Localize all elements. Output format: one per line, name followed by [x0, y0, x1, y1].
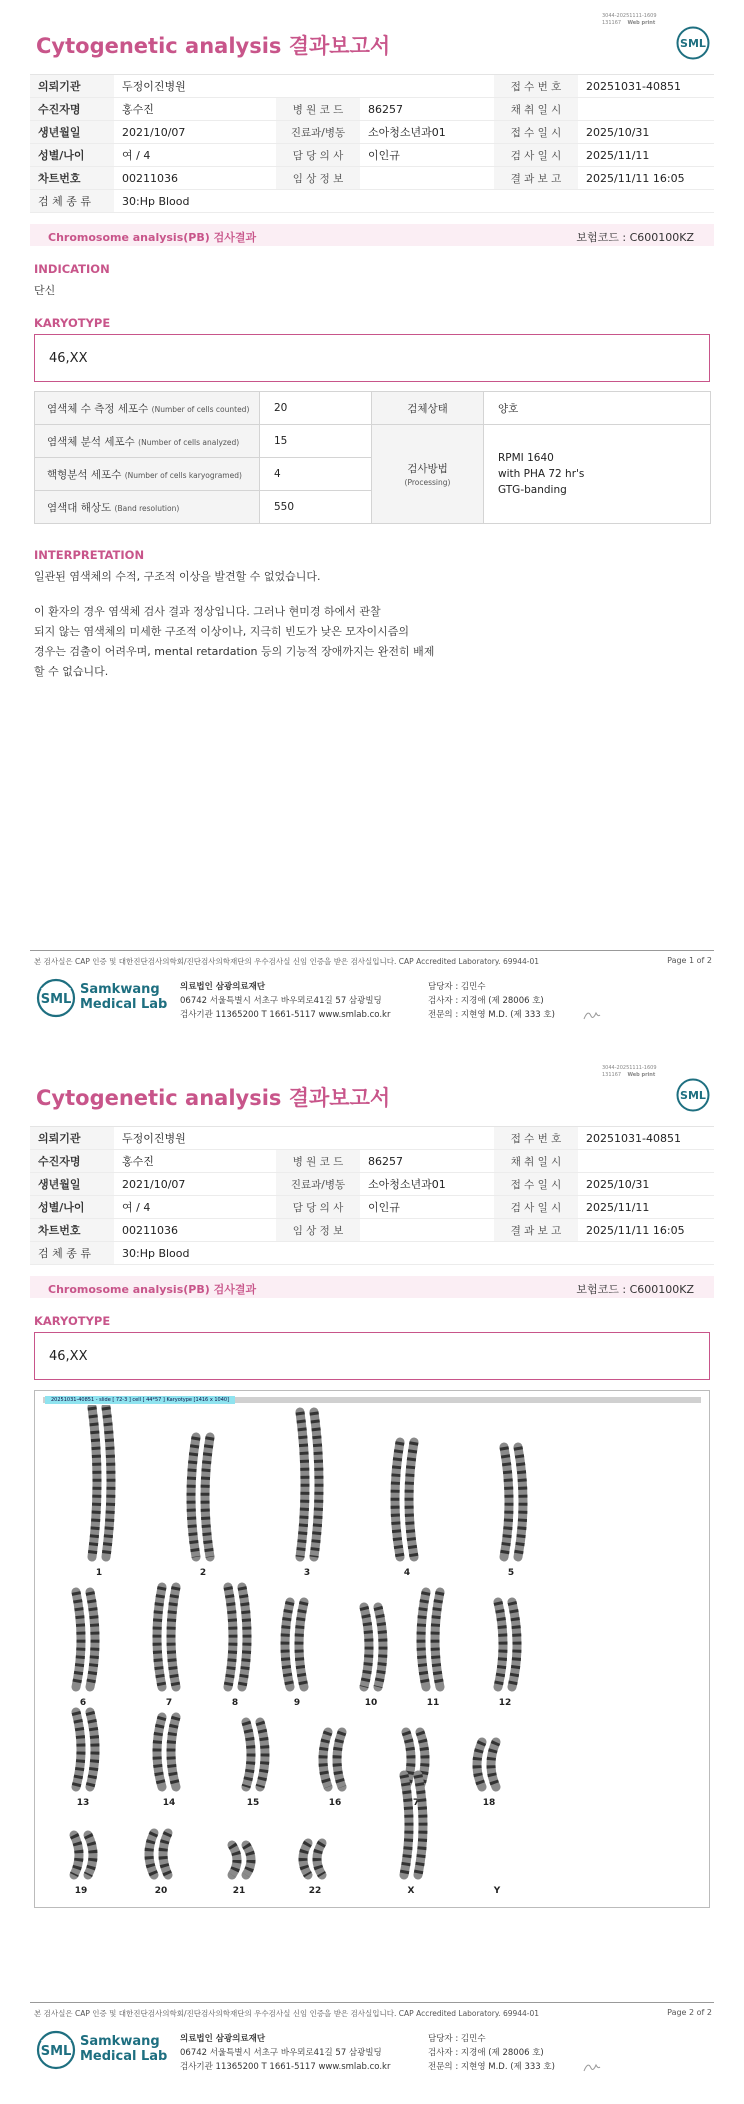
signature-image — [582, 2060, 602, 2074]
karyotype-heading: KARYOTYPE — [34, 1314, 111, 1328]
chromosome-18 — [477, 1742, 496, 1787]
collect-label: 채 취 일 시 — [494, 1150, 578, 1173]
cell-analysis-table — [34, 391, 711, 524]
patient-label: 수진자명 — [30, 1150, 114, 1173]
karyotype-value: 46,XX — [49, 351, 88, 366]
samkwang-logo-icon — [36, 978, 76, 1018]
chromosome-label-12: 12 — [498, 1698, 512, 1708]
hospital-label: 의뢰기관 — [30, 75, 114, 98]
chromosome-5 — [504, 1447, 523, 1557]
chromosome-3 — [300, 1412, 319, 1557]
staff-list: 담당자 : 김민수 검사자 : 지경애 (제 28006 호) 전문의 : 지현영 M.D. (제 333 호) — [428, 982, 555, 1020]
chromosome-label-X: X — [407, 1886, 415, 1896]
page-number: Page 1 of 2 — [667, 956, 712, 965]
table-row — [30, 1127, 714, 1150]
cells-karyogramed-label: 핵형분석 세포수 (Number of cells karyogramed) — [35, 458, 260, 491]
lab-address: 의료법인 삼광의료재단 06742 서울특별시 서초구 바우뫼로41길 57 삼광빌딩 검사기관 11365200 T 1661-5117 www.smlab.co.kr — [180, 2034, 391, 2072]
lab-address: 의료법인 삼광의료재단 06742 서울특별시 서초구 바우뫼로41길 57 삼광빌딩 검사기관 11365200 T 1661-5117 www.smlab.co.kr — [180, 982, 391, 1020]
interpretation-text: 이 환자의 경우 염색체 검사 결과 정상입니다. 그러나 현미경 하에서 관찰 되지 않는 염색체의 미세한 구조적 이상이나, 지극히 빈도가 낮은 모자이시즘의 경우는 검출이 어려우며, mental retardation 등의 기능적 장애까지는 완전히 배제 할 수 없습니다. — [34, 605, 435, 678]
karyotype-heading: KARYOTYPE — [34, 316, 111, 330]
dob-value: 2021/10/07 — [114, 121, 276, 144]
dob-label: 생년월일 — [30, 1173, 114, 1196]
band-resolution-value: 550 — [260, 491, 372, 524]
chromosome-20 — [149, 1833, 168, 1875]
specimen-state-value: 양호 — [484, 392, 711, 425]
collect-label: 채 취 일 시 — [494, 98, 578, 121]
karyogram-chromosomes — [35, 1405, 709, 1905]
specimen-state-label: 검체상태 — [372, 392, 484, 425]
chromosome-label-13: 13 — [76, 1798, 90, 1808]
karyotype-value: 46,XX — [49, 1349, 88, 1364]
sex-age-value: 여 / 4 — [114, 144, 276, 167]
chromosome-label-3: 3 — [303, 1568, 311, 1578]
karyotype-box — [34, 334, 710, 382]
dept-value: 소아청소년과01 — [360, 1173, 494, 1196]
received-label: 접 수 일 시 — [494, 1173, 578, 1196]
chromosome-8 — [228, 1587, 247, 1687]
chromosome-15 — [246, 1722, 265, 1787]
chromosome-1 — [92, 1407, 111, 1557]
band-resolution-label: 염색대 해상도 (Band resolution) — [35, 491, 260, 524]
svg-text:SML: SML — [680, 37, 706, 50]
result-date-value: 2025/11/11 16:05 — [578, 1219, 714, 1242]
cells-analyzed-value: 15 — [260, 425, 372, 458]
sml-logo-icon — [676, 26, 710, 60]
table-row — [30, 1242, 714, 1265]
print-stamp: 3044-20251111-1609 131167 Web print — [602, 1065, 657, 1078]
dept-value: 소아청소년과01 — [360, 121, 494, 144]
patient-value: 홍수진 — [114, 1150, 276, 1173]
samkwang-logo-icon — [36, 2030, 76, 2070]
dob-value: 2021/10/07 — [114, 1173, 276, 1196]
chart-no-label: 차트번호 — [30, 167, 114, 190]
doctor-label: 담 당 의 사 — [276, 144, 360, 167]
chromosome-label-22: 22 — [308, 1886, 322, 1896]
sex-age-label: 성별/나이 — [30, 1196, 114, 1219]
chromosome-label-20: 20 — [154, 1886, 168, 1896]
chromosome-label-18: 18 — [482, 1798, 496, 1808]
table-row — [30, 1150, 714, 1173]
reg-no-label: 접 수 번 호 — [494, 75, 578, 98]
test-date-label: 검 사 일 시 — [494, 144, 578, 167]
karyogram-tag: 20251031-40851 - slide [ 72-3 ] cell [ 44*57 ] Karyotype [1416 x 1040] — [45, 1396, 235, 1404]
method-value: RPMI 1640 with PHA 72 hr's GTG-banding — [484, 425, 711, 524]
sex-age-label: 성별/나이 — [30, 144, 114, 167]
table-row — [30, 190, 714, 213]
chromosome-label-6: 6 — [79, 1698, 87, 1708]
table-row — [35, 425, 711, 458]
chromosome-11 — [421, 1592, 440, 1687]
chromosome-label-14: 14 — [162, 1798, 176, 1808]
report-page-2 — [0, 1052, 744, 2104]
chromosome-label-2: 2 — [199, 1568, 207, 1578]
table-row — [30, 144, 714, 167]
specimen-label: 검 체 종 류 — [30, 190, 114, 213]
karyogram-image — [34, 1390, 710, 1908]
result-date-label: 결 과 보 고 — [494, 1219, 578, 1242]
collect-value — [578, 98, 714, 121]
svg-text:SML: SML — [680, 1089, 706, 1102]
chromosome-label-21: 21 — [232, 1886, 246, 1896]
table-row — [30, 167, 714, 190]
chromosome-label-19: 19 — [74, 1886, 88, 1896]
patient-info-table — [30, 1126, 714, 1265]
result-date-label: 결 과 보 고 — [494, 167, 578, 190]
chromosome-label-11: 11 — [426, 1698, 440, 1708]
hosp-code-value: 86257 — [360, 1150, 494, 1173]
dept-label: 진료과/병동 — [276, 1173, 360, 1196]
print-stamp: 3044-20251111-1609 131167 Web print — [602, 13, 657, 26]
chromosome-label-17: 17 — [406, 1798, 420, 1808]
chromosome-label-9: 9 — [293, 1698, 301, 1708]
reg-no-value: 20251031-40851 — [578, 1127, 714, 1150]
specimen-value: 30:Hp Blood — [114, 1242, 714, 1265]
signature-image — [582, 1008, 602, 1022]
section-header — [30, 1276, 714, 1298]
chromosome-label-7: 7 — [165, 1698, 173, 1708]
hospital-value: 두정이진병원 — [114, 75, 494, 98]
svg-text:SML: SML — [40, 992, 72, 1007]
table-row — [30, 121, 714, 144]
result-date-value: 2025/11/11 16:05 — [578, 167, 714, 190]
table-row — [35, 392, 711, 425]
hosp-code-label: 병 원 코 드 — [276, 98, 360, 121]
cells-counted-value: 20 — [260, 392, 372, 425]
chromosome-19 — [74, 1835, 93, 1875]
clinical-value — [360, 167, 494, 190]
staff-list: 담당자 : 김민수 검사자 : 지경애 (제 28006 호) 전문의 : 지현영 M.D. (제 333 호) — [428, 2034, 555, 2072]
doctor-value: 이인규 — [360, 1196, 494, 1219]
clinical-label: 임 상 정 보 — [276, 1219, 360, 1242]
svg-text:SML: SML — [40, 2044, 72, 2059]
lab-name: Samkwang Medical Lab — [80, 982, 168, 1012]
patient-label: 수진자명 — [30, 98, 114, 121]
chromosome-16 — [323, 1732, 342, 1787]
received-label: 접 수 일 시 — [494, 121, 578, 144]
chromosome-4 — [395, 1442, 414, 1557]
section-header — [30, 224, 714, 246]
test-date-value: 2025/11/11 — [578, 144, 714, 167]
method-label: 검사방법 (Processing) — [372, 425, 484, 524]
clinical-label: 임 상 정 보 — [276, 167, 360, 190]
cap-statement: 본 검사실은 CAP 인증 및 대한진단검사의학회/진단검사의학재단의 우수검사실 신임 인증을 받은 검사실입니다. CAP Accredited Laboratory. 69944-01 — [34, 2009, 540, 2018]
footer-divider — [30, 950, 714, 951]
insurance-code: 보험코드 : C600100KZ — [576, 231, 694, 244]
table-row — [30, 1196, 714, 1219]
chromosome-12 — [498, 1602, 517, 1687]
chromosome-7 — [157, 1587, 176, 1687]
chart-no-label: 차트번호 — [30, 1219, 114, 1242]
chromosome-2 — [191, 1437, 210, 1557]
reg-no-value: 20251031-40851 — [578, 75, 714, 98]
chromosome-label-4: 4 — [403, 1568, 411, 1578]
chromosome-label-1: 1 — [95, 1568, 103, 1578]
chromosome-9 — [285, 1602, 304, 1687]
interpretation-summary: 일관된 염색체의 수적, 구조적 이상을 발견할 수 없었습니다. — [34, 570, 321, 583]
cells-analyzed-label: 염색체 분석 세포수 (Number of cells analyzed) — [35, 425, 260, 458]
specimen-label: 검 체 종 류 — [30, 1242, 114, 1265]
test-date-value: 2025/11/11 — [578, 1196, 714, 1219]
table-row — [30, 98, 714, 121]
dept-label: 진료과/병동 — [276, 121, 360, 144]
chart-no-value: 00211036 — [114, 1219, 276, 1242]
footer-divider — [30, 2002, 714, 2003]
specimen-value: 30:Hp Blood — [114, 190, 714, 213]
indication-heading: INDICATION — [34, 262, 110, 276]
reg-no-label: 접 수 번 호 — [494, 1127, 578, 1150]
insurance-code: 보험코드 : C600100KZ — [576, 1283, 694, 1296]
table-row — [30, 1219, 714, 1242]
chromosome-13 — [76, 1712, 95, 1787]
received-value: 2025/10/31 — [578, 1173, 714, 1196]
report-title: Cytogenetic analysis 결과보고서 — [36, 1086, 391, 1110]
clinical-value — [360, 1219, 494, 1242]
chromosome-label-8: 8 — [231, 1698, 239, 1708]
table-row — [30, 75, 714, 98]
chart-no-value: 00211036 — [114, 167, 276, 190]
chromosome-label-Y: Y — [493, 1886, 501, 1896]
chromosome-21 — [232, 1845, 251, 1875]
table-row — [30, 1173, 714, 1196]
cells-karyogramed-value: 4 — [260, 458, 372, 491]
sml-logo-icon — [676, 1078, 710, 1112]
chromosome-label-16: 16 — [328, 1798, 342, 1808]
hosp-code-label: 병 원 코 드 — [276, 1150, 360, 1173]
report-title: Cytogenetic analysis 결과보고서 — [36, 34, 391, 58]
cap-statement: 본 검사실은 CAP 인증 및 대한진단검사의학회/진단검사의학재단의 우수검사실 신임 인증을 받은 검사실입니다. CAP Accredited Laboratory. 69944-01 — [34, 957, 540, 966]
patient-info-table — [30, 74, 714, 213]
doctor-value: 이인규 — [360, 144, 494, 167]
chromosome-X — [404, 1775, 423, 1875]
chromosome-14 — [157, 1717, 176, 1787]
collect-value — [578, 1150, 714, 1173]
dob-label: 생년월일 — [30, 121, 114, 144]
section-title: Chromosome analysis(PB) 검사결과 — [48, 1283, 257, 1296]
hosp-code-value: 86257 — [360, 98, 494, 121]
sex-age-value: 여 / 4 — [114, 1196, 276, 1219]
section-title: Chromosome analysis(PB) 검사결과 — [48, 231, 257, 244]
received-value: 2025/10/31 — [578, 121, 714, 144]
doctor-label: 담 당 의 사 — [276, 1196, 360, 1219]
patient-value: 홍수진 — [114, 98, 276, 121]
hospital-value: 두정이진병원 — [114, 1127, 494, 1150]
chromosome-22 — [303, 1843, 322, 1875]
chromosome-label-10: 10 — [364, 1698, 378, 1708]
hospital-label: 의뢰기관 — [30, 1127, 114, 1150]
karyotype-box — [34, 1332, 710, 1380]
chromosome-6 — [76, 1592, 95, 1687]
chromosome-label-15: 15 — [246, 1798, 260, 1808]
test-date-label: 검 사 일 시 — [494, 1196, 578, 1219]
chromosome-label-5: 5 — [507, 1568, 515, 1578]
page-number: Page 2 of 2 — [667, 2008, 712, 2017]
lab-name: Samkwang Medical Lab — [80, 2034, 168, 2064]
cells-counted-label: 염색체 수 측정 세포수 (Number of cells counted) — [35, 392, 260, 425]
interpretation-heading: INTERPRETATION — [34, 548, 145, 562]
indication-text: 단신 — [34, 284, 56, 297]
chromosome-10 — [364, 1607, 383, 1687]
